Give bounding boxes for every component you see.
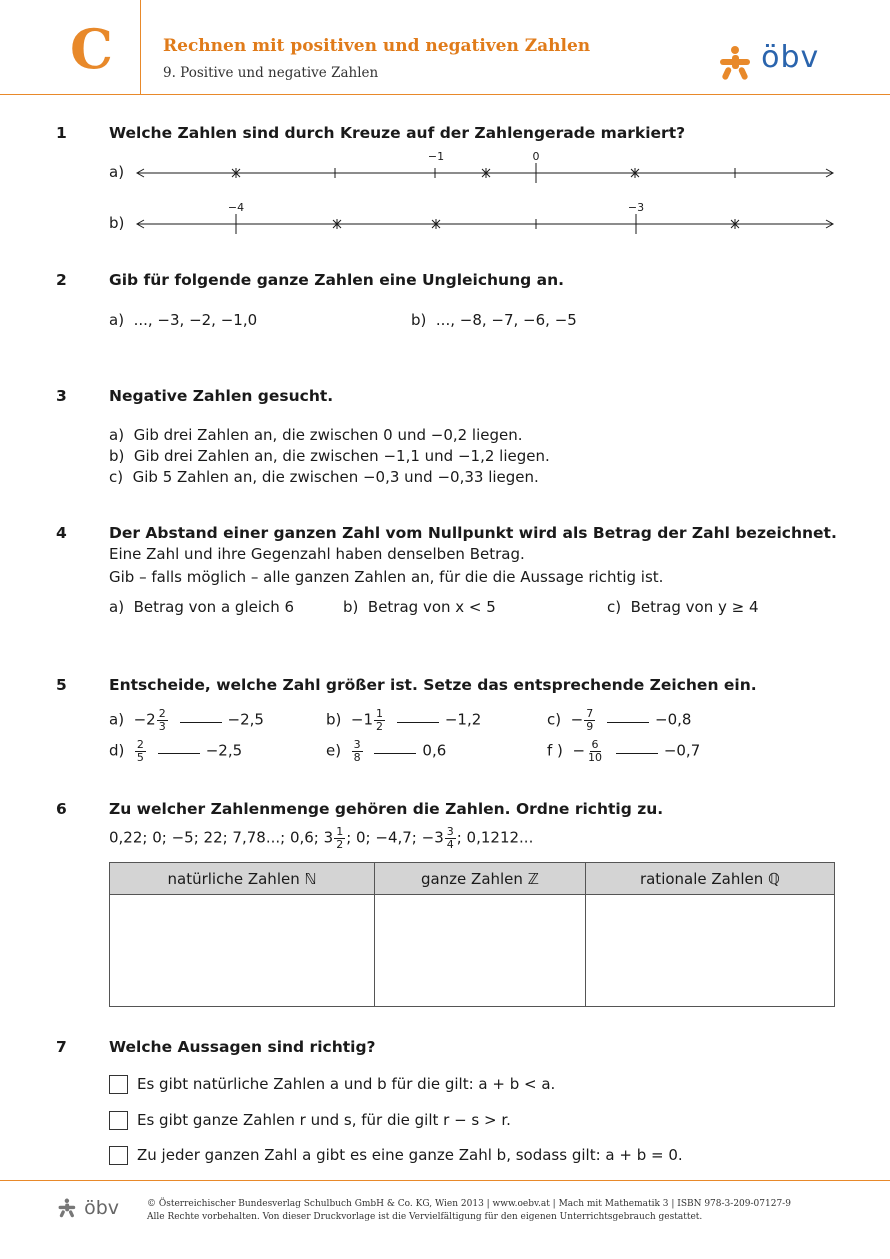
q5-a-label: a)	[109, 710, 125, 729]
answer-blank[interactable]	[616, 753, 658, 754]
footer-rule	[0, 1180, 890, 1181]
answer-blank[interactable]	[180, 722, 222, 723]
q3-item-a: a) Gib drei Zahlen an, die zwischen 0 und −0,2 liegen.	[109, 426, 523, 444]
header-natural: natürliche Zahlen ℕ	[110, 863, 375, 895]
footer-line-1: © Österreichischer Bundesverlag Schulbuch GmbH & Co. KG, Wien 2013 | www.oebv.at | Mach mit Mathematik 3 | ISBN 978-3-209-07127-9	[147, 1199, 791, 1209]
q4-b: b) Betrag von x < 5	[343, 598, 496, 616]
q2-b: b) ..., −8, −7, −6, −5	[411, 311, 577, 329]
q7-statement-2	[109, 1111, 511, 1130]
cell-natural[interactable]	[110, 895, 375, 1007]
cell-integer[interactable]	[375, 895, 586, 1007]
q2-number: 2	[56, 271, 67, 289]
q5-b-whole: −1	[350, 710, 374, 729]
q7-statement-1	[109, 1075, 555, 1094]
q5-b-right: −1,2	[444, 710, 482, 729]
checkbox[interactable]	[109, 1075, 128, 1094]
q5-d-fraction: $\frac{2}{5}$	[136, 738, 144, 764]
q5-a-whole: −2	[133, 710, 156, 729]
q7-title: Welche Aussagen sind richtig?	[109, 1038, 376, 1056]
q3-title: Negative Zahlen gesucht.	[109, 387, 334, 405]
q2-a: a) ..., −3, −2, −1,0	[109, 311, 258, 329]
publisher-logo	[718, 40, 819, 81]
q5-e	[326, 739, 446, 763]
q6-fraction-2: $\frac{3}{4}$	[446, 825, 454, 851]
q5-c-label: c)	[547, 710, 562, 729]
q5-f-sign: −	[572, 741, 586, 760]
q5-c-fraction: $\frac{7}{9}$	[586, 707, 594, 733]
answer-blank[interactable]	[607, 722, 649, 723]
number-sets-table	[109, 862, 835, 1007]
tick-label-b-2: −3	[627, 201, 645, 214]
footer-copyright	[147, 1198, 791, 1223]
q3-number: 3	[56, 387, 67, 405]
tick-label-a-1: −1	[427, 150, 445, 163]
q3-item-b: b) Gib drei Zahlen an, die zwischen −1,1 und −1,2 liegen.	[109, 447, 550, 465]
tick-label-b-1: −4	[227, 201, 245, 214]
q5-a-right: −2,5	[227, 710, 264, 729]
q7-statement-2-text: Es gibt ganze Zahlen r und s, für die gilt r − s > r.	[137, 1111, 511, 1129]
q6-numbers-part2: ; 0; −4,7; −3	[346, 828, 444, 847]
header-rational: rationale Zahlen ℚ	[585, 863, 834, 895]
q1-number: 1	[56, 124, 67, 142]
q6-numbers-part3: ; 0,1212...	[456, 828, 534, 847]
q5-a-fraction: $\frac{2}{3}$	[158, 707, 166, 733]
logo-text: öbv	[761, 40, 820, 75]
number-lines	[130, 140, 840, 245]
q1-a-label: a)	[109, 163, 125, 181]
q4-a: a) Betrag von a gleich 6	[109, 598, 295, 616]
q5-f-label: f )	[547, 741, 563, 760]
q7-number: 7	[56, 1038, 67, 1056]
q6-numbers	[109, 826, 533, 850]
q5-b-fraction: $\frac{1}{2}$	[376, 707, 384, 733]
q1-title: Welche Zahlen sind durch Kreuze auf der Zahlengerade markiert?	[109, 124, 686, 142]
chapter-letter: C	[70, 17, 113, 81]
checkbox[interactable]	[109, 1111, 128, 1130]
header-integer: ganze Zahlen ℤ	[375, 863, 586, 895]
q4-line2: Gib – falls möglich – alle ganzen Zahlen an, für die die Aussage richtig ist.	[109, 568, 664, 586]
q7-statement-3-text: Zu jeder ganzen Zahl a gibt es eine ganze Zahl b, sodass gilt: a + b = 0.	[137, 1146, 683, 1164]
star-logo-icon	[57, 1198, 79, 1218]
q7-statement-1-text: Es gibt natürliche Zahlen a und b für die gilt: a + b < a.	[137, 1075, 556, 1093]
q5-e-label: e)	[326, 741, 342, 760]
q5-f-right: −0,7	[663, 741, 701, 760]
q5-f-fraction: $\frac{6}{10}$	[588, 738, 603, 764]
q2-title: Gib für folgende ganze Zahlen eine Ungleichung an.	[109, 271, 564, 289]
q6-number: 6	[56, 800, 67, 818]
answer-blank[interactable]	[397, 722, 439, 723]
q5-d-right: −2,5	[205, 741, 243, 760]
footer-line-2: Alle Rechte vorbehalten. Von dieser Druckvorlage ist die Vervielfältigung für den eigenen Unterrichtsgebrauch gestattet.	[147, 1211, 703, 1222]
q5-c	[547, 708, 691, 732]
q5-c-sign: −	[570, 710, 584, 729]
q3-item-c: c) Gib 5 Zahlen an, die zwischen −0,3 und −0,33 liegen.	[109, 468, 539, 486]
q5-f	[547, 739, 700, 763]
q6-title: Zu welcher Zahlenmenge gehören die Zahlen. Ordne richtig zu.	[109, 800, 664, 818]
cell-rational[interactable]	[585, 895, 834, 1007]
footer-logo	[57, 1197, 119, 1219]
q5-number: 5	[56, 676, 67, 694]
answer-blank[interactable]	[158, 753, 200, 754]
q5-d-label: d)	[109, 741, 125, 760]
q5-b	[326, 708, 481, 732]
q5-a	[109, 708, 264, 732]
header-rule	[0, 94, 890, 95]
checkbox[interactable]	[109, 1146, 128, 1165]
q1-b-label: b)	[109, 214, 125, 232]
q4-line1: Eine Zahl und ihre Gegenzahl haben denselben Betrag.	[109, 545, 525, 563]
q7-statement-3	[109, 1146, 683, 1165]
q4-number: 4	[56, 524, 67, 542]
q4-title: Der Abstand einer ganzen Zahl vom Nullpunkt wird als Betrag der Zahl bezeichnet.	[109, 524, 837, 542]
q5-title: Entscheide, welche Zahl größer ist. Setze das entsprechende Zeichen ein.	[109, 676, 757, 694]
q5-b-label: b)	[326, 710, 342, 729]
q6-numbers-part1: 0,22; 0; −5; 22; 7,78...; 0,6; 3	[109, 828, 334, 847]
q6-fraction-1: $\frac{1}{2}$	[336, 825, 344, 851]
q5-e-fraction: $\frac{3}{8}$	[353, 738, 361, 764]
tick-label-a-2: 0	[532, 150, 540, 163]
answer-blank[interactable]	[374, 753, 416, 754]
q5-c-right: −0,8	[655, 710, 692, 729]
q5-e-right: 0,6	[422, 741, 447, 760]
q5-d	[109, 739, 242, 763]
chapter-title: Rechnen mit positiven und negativen Zahlen	[163, 36, 591, 56]
footer-logo-text: öbv	[84, 1197, 120, 1219]
header-divider	[140, 0, 141, 94]
section-subtitle: 9. Positive und negative Zahlen	[163, 65, 379, 81]
q4-c: c) Betrag von y ≥ 4	[607, 598, 759, 616]
star-logo-icon	[718, 45, 756, 81]
